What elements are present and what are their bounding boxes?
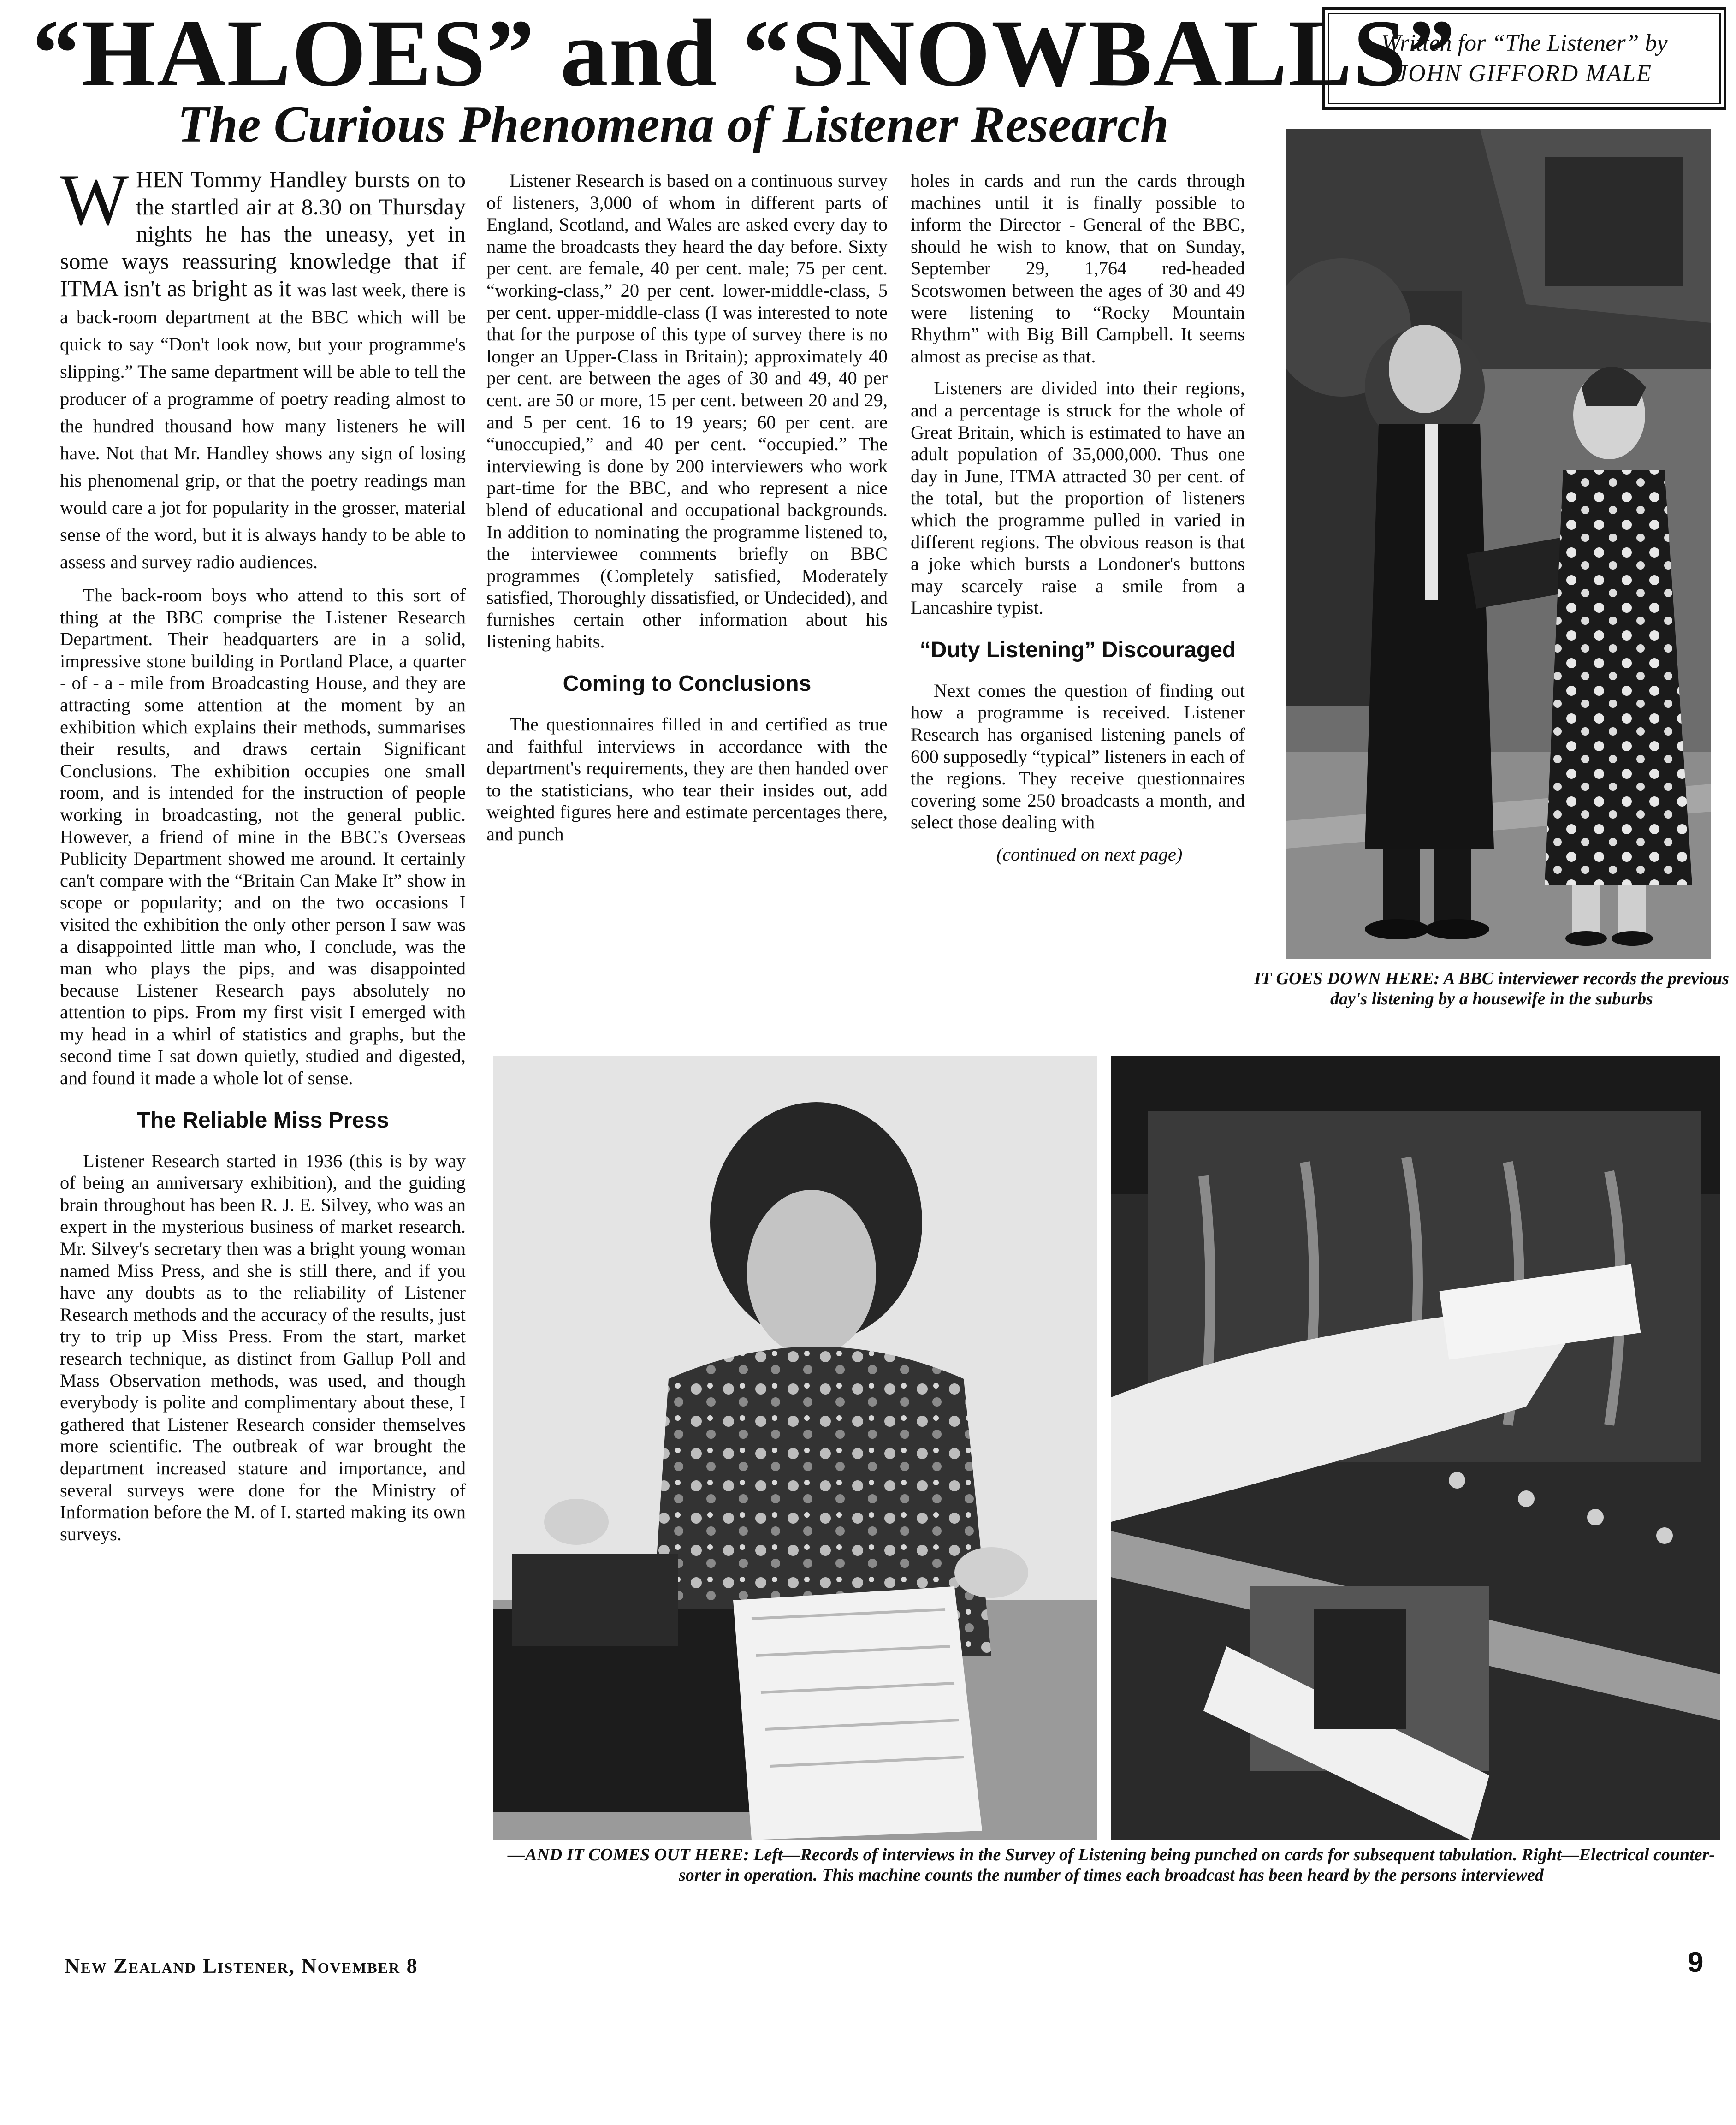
paragraph-survey: Listener Research is based on a continuous survey of listeners, 3,000 of whom in different parts of England, Scotland, and Wales are asked every day to name the broadcasts they heard the day before. Sixty per cent. are female, 40 per cent. male; 75 per cent. “working-class,” 20 per cent. lower-middle-class, 5 per cent. upper-middle-class (I was interested to note that for the purpose of this type of survey there is no longer an Upper-Class in Britain); approximately 40 per cent. are between the ages of 30 and 49, 40 per cent. are 50 or more, 15 per cent. between 20 and 29, and 5 per cent. 16 to 19 years; 60 per cent. are “unoccupied,” and 40 per cent. “occupied.” The interviewing is done by 200 interviewers who work part-time for the BBC, and who represent a nice blend of educational and occupational backgrounds. In addition to nominating the programme listened to, the interviewee comments briefly on BBC programmes (Completely satisfied, Moderately satisfied, Thoroughly dissatisfied, or Undecided), and furnishes certain other information about his listening habits. [486, 170, 888, 652]
paragraph-back-room-boys: The back-room boys who attend to this sort of thing at the BBC comprise the Listener Research Department. Their headquarters are in a solid, impressive stone building in Portland Place, a quarter - of - a - mile from Broadcasting House, and they are attracting some attention at the moment by an exhibition which explains their methods, summarises their results, and draws certain Significant Conclusions. The exhibition occupies one small room, and is intended for the instruction of people working in broadcasting, not the general public. However, a friend of mine in the BBC's Overseas Publicity Department showed me around. It certainly can't compare with the “Britain Can Make It” show in scope or popularity; and on the two occasions I visited the exhibition the only other person I saw was a disappointed little man who, I conclude, was the man who plays the pips, and was disappointed because Listener Research pays absolutely no attention to pips. From my first visit I emerged with my head in a whirl of statistics and graphs, but the second time I sat down quietly, studied and digested, and found it made a whole lot of sense. [60, 585, 466, 1089]
byline-inner-frame [1328, 13, 1721, 104]
byline-box [1322, 7, 1726, 110]
lead-text: HEN Tommy Handley bursts on to the startled air at 8.30 on Thursday nights he has the uneasy, yet in some ways reassuring knowledge that if ITMA isn't as bright as it [60, 166, 466, 301]
article-column-1 [60, 160, 466, 1555]
photo-counter-sorter [1111, 1056, 1720, 1840]
paragraph-questionnaires: The questionnaires filled in and certified as true and faithful interviews in accordance with the department's requirements, they are then handed over to the statisticians, who tear their insides out, add weighted figures here and estimate percentages there, and punch [486, 714, 888, 845]
lead-paragraph [60, 160, 466, 574]
caption-top-photo: IT GOES DOWN HERE: A BBC interviewer records the previous day's listening by a housewife in the suburbs [1254, 969, 1729, 1009]
photo-illustration [1111, 1056, 1720, 1840]
photo-illustration [493, 1056, 1097, 1840]
paragraph-punch-holes: holes in cards and run the cards through machines until it is finally possible to inform the Director - General of the BBC, should he wish to know, that on Sunday, September 29, 1,764 red-headed Scotswomen between the ages of 30 and 49 were listening to “Rocky Mountain Rhythm” with Big Bill Campbell. It seems almost as precise as that. [911, 170, 1245, 367]
photo-card-punching [493, 1056, 1097, 1840]
article-column-3 [911, 170, 1245, 876]
article-column-2 [486, 170, 888, 855]
headline-title: “HALOES” and “SNOWBALLS” [32, 0, 1457, 106]
photo-illustration [1286, 129, 1711, 959]
headline-subtitle: The Curious Phenomena of Listener Research [178, 96, 1169, 153]
subheading-coming-to-conclusions: Coming to Conclusions [563, 671, 812, 696]
continued-notice: (continued on next page) [996, 844, 1183, 865]
photo-interviewer-housewife [1286, 129, 1711, 959]
lead-continuation: was last week, there is a back-room department at the BBC which will be quick to say “Don't look now, but your programme's slipping.” The same department will be able to tell the producer of a programme of poetry reading almost to the hundred thousand how many listeners he will have. Not that Mr. Handley shows any sign of losing his phenomenal grip, or that the poetry readings man would care a jot for popularity in the grosser, material sense of the word, but it is always handy to be able to assess and survey radio audiences. [60, 279, 466, 572]
drop-cap: W [60, 160, 129, 240]
paragraph-regions: Listeners are divided into their regions, and a percentage is struck for the whole of Great Britain, which is estimated to have an adult population of 35,000,000. Thus one day in June, ITMA attracted 30 per cent. of the total, but the proportion of listeners which the programme pulled in varied in different regions. The obvious reason is that a joke which bursts a Londoner's buttons may scarcely raise a smile from a Lancashire typist. [911, 378, 1245, 618]
subheading-reliable-miss-press: The Reliable Miss Press [136, 1108, 389, 1133]
footer-publication: New Zealand Listener, November 8 [65, 1954, 418, 1977]
paragraph-listening-panels: Next comes the question of finding out how a programme is received. Listener Research has organised listening panels of 600 supposedly “typical” listeners in each of the regions. They receive questionnaires covering some 250 broadcasts a month, and select those dealing with [911, 680, 1245, 833]
page-number: 9 [1688, 1947, 1704, 1978]
byline-credit: Written for “The Listener” by [1381, 30, 1668, 56]
byline-author: JOHN GIFFORD MALE [1397, 60, 1652, 87]
subheading-duty-listening: “Duty Listening” Discouraged [919, 637, 1236, 662]
paragraph-miss-press: Listener Research started in 1936 (this is by way of being an anniversary exhibition), and the guiding brain throughout has been R. J. E. Silvey, who was an expert in the mysterious business of market research. Mr. Silvey's secretary then was a bright young woman named Miss Press, and she is still there, and if you have any doubts as to the reliability of Listener Research methods and the accuracy of the results, just try to trip up Miss Press. From the start, market research technique, as distinct from Gallup Poll and Mass Observation methods, was used, and though everybody is polite and complimentary about these, I gathered that Listener Research consider themselves more scientific. The outbreak of war brought the department increased stature and importance, and several surveys were done for the Ministry of Information before the M. of I. started making its own surveys. [60, 1150, 466, 1544]
caption-bottom-photos: —AND IT COMES OUT HERE: Left—Records of interviews in the Survey of Listening being punched on cards for subsequent tabulation. Right—Electrical counter-sorter in operation. This machine counts the number of times each broadcast has been heard by the persons interviewed [508, 1845, 1715, 1885]
